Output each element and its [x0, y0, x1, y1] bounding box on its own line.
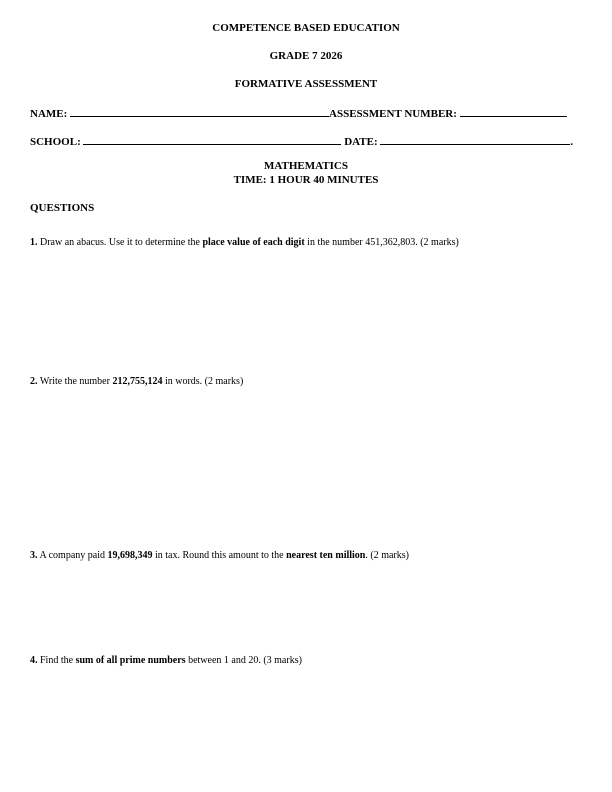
assessment-number-label: ASSESSMENT NUMBER:	[329, 108, 457, 120]
questions-heading: QUESTIONS	[30, 202, 95, 214]
name-assessment-row	[30, 106, 590, 120]
question-number: 2.	[30, 376, 38, 387]
question-text: in the number 451,362,803. (2 marks)	[304, 237, 459, 248]
question-number: 4.	[30, 655, 38, 666]
assessment-number-blank[interactable]	[460, 106, 567, 117]
date-blank[interactable]	[380, 134, 570, 145]
question-1	[30, 237, 590, 248]
question-bold-text: nearest ten million	[286, 550, 366, 561]
header-line-1: COMPETENCE BASED EDUCATION	[212, 22, 400, 34]
question-2	[30, 376, 590, 387]
subject-time: TIME: 1 HOUR 40 MINUTES	[233, 174, 379, 186]
name-blank[interactable]	[70, 106, 329, 117]
question-bold-text: 212,755,124	[112, 376, 163, 387]
question-bold-text: place value of each digit	[202, 237, 305, 248]
question-text: . (2 marks)	[365, 550, 409, 561]
question-4	[30, 655, 590, 666]
date-label: DATE:	[344, 136, 378, 148]
school-blank[interactable]	[83, 134, 341, 145]
question-text: in words. (2 marks)	[162, 376, 244, 387]
subject-title: MATHEMATICS	[264, 160, 348, 172]
question-number: 3.	[30, 550, 38, 561]
question-3	[30, 550, 590, 561]
question-bold-text: sum of all prime numbers	[75, 655, 186, 666]
question-bold-text: 19,698,349	[107, 550, 153, 561]
question-text: Draw an abacus. Use it to determine the	[37, 237, 203, 248]
question-text: A company paid	[37, 550, 108, 561]
question-text: between 1 and 20. (3 marks)	[185, 655, 302, 666]
header-line-2: GRADE 7 2026	[269, 50, 343, 62]
question-text: in tax. Round this amount to the	[152, 550, 287, 561]
date-end-period: .	[570, 136, 574, 148]
school-label: SCHOOL:	[30, 136, 81, 148]
header-line-3: FORMATIVE ASSESSMENT	[234, 78, 378, 90]
school-date-row	[30, 134, 590, 148]
question-text: Find the	[37, 655, 76, 666]
question-text: Write the number	[37, 376, 113, 387]
question-number: 1.	[30, 237, 38, 248]
name-label: NAME:	[30, 108, 68, 120]
